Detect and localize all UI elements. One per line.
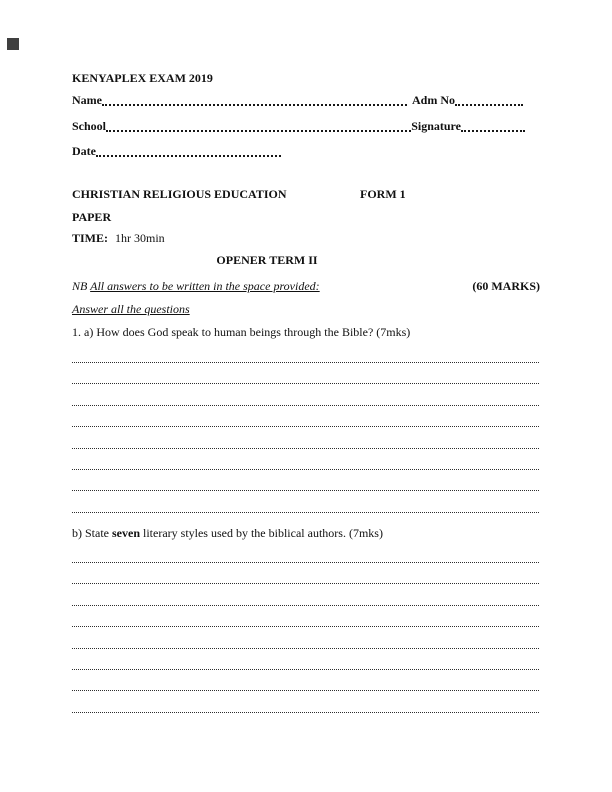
- answer-line: [72, 342, 539, 363]
- answer-line: [72, 691, 539, 712]
- exam-title: KENYAPLEX EXAM 2019: [72, 71, 213, 85]
- subject-title: CHRISTIAN RELIGIOUS EDUCATION: [72, 187, 287, 201]
- answer-line: [72, 363, 539, 384]
- signature-label: Signature: [411, 119, 461, 133]
- form-level: FORM 1: [360, 187, 406, 201]
- answer-line: [72, 563, 539, 584]
- answer-line: [72, 542, 539, 563]
- answer-line: [72, 584, 539, 605]
- question-1b-emphasis: seven: [112, 526, 140, 540]
- answer-line: [72, 491, 539, 512]
- answer-line: [72, 627, 539, 648]
- subject-line: [72, 187, 540, 203]
- section-title: OPENER TERM II: [216, 253, 318, 267]
- school-dotted-blank: [106, 130, 411, 132]
- name-dotted-blank: [102, 104, 407, 106]
- answer-line: [72, 449, 539, 470]
- answer-line: [72, 649, 539, 670]
- date-field-line: [72, 144, 287, 160]
- time-line: [72, 231, 165, 247]
- time-label: TIME:: [72, 231, 108, 245]
- answer-line: [72, 470, 539, 491]
- signature-dotted-blank: [461, 130, 525, 132]
- name-field-line: [72, 93, 523, 109]
- adm-no-dotted-blank: [455, 104, 523, 106]
- answer-lines-1a: [72, 342, 539, 513]
- question-1b-suffix: literary styles used by the biblical authors. (7mks): [140, 526, 383, 540]
- nb-instruction-line: [72, 279, 540, 295]
- answer-all-instruction: Answer all the questions: [72, 302, 190, 316]
- nb-note: All answers to be written in the space provided:: [90, 279, 320, 293]
- total-marks: (60 MARKS): [472, 279, 540, 293]
- answer-line: [72, 427, 539, 448]
- question-1b: [72, 526, 383, 542]
- answer-line: [72, 606, 539, 627]
- question-1b-prefix: b) State: [72, 526, 112, 540]
- date-label: Date: [72, 144, 96, 158]
- answer-lines-1b: [72, 542, 539, 713]
- question-1a: 1. a) How does God speak to human beings through the Bible? (7mks): [72, 325, 411, 339]
- school-label: School: [72, 119, 107, 133]
- answer-line: [72, 406, 539, 427]
- date-dotted-blank: [96, 155, 281, 157]
- school-field-line: [72, 119, 525, 135]
- adm-no-label: Adm No: [411, 93, 455, 107]
- nb-label: NB: [72, 279, 88, 293]
- answer-line: [72, 670, 539, 691]
- time-value: 1hr 30min: [115, 231, 165, 245]
- paper-label: PAPER: [72, 210, 112, 224]
- name-label: Name: [72, 93, 102, 107]
- corner-mark: [7, 38, 19, 50]
- answer-line: [72, 384, 539, 405]
